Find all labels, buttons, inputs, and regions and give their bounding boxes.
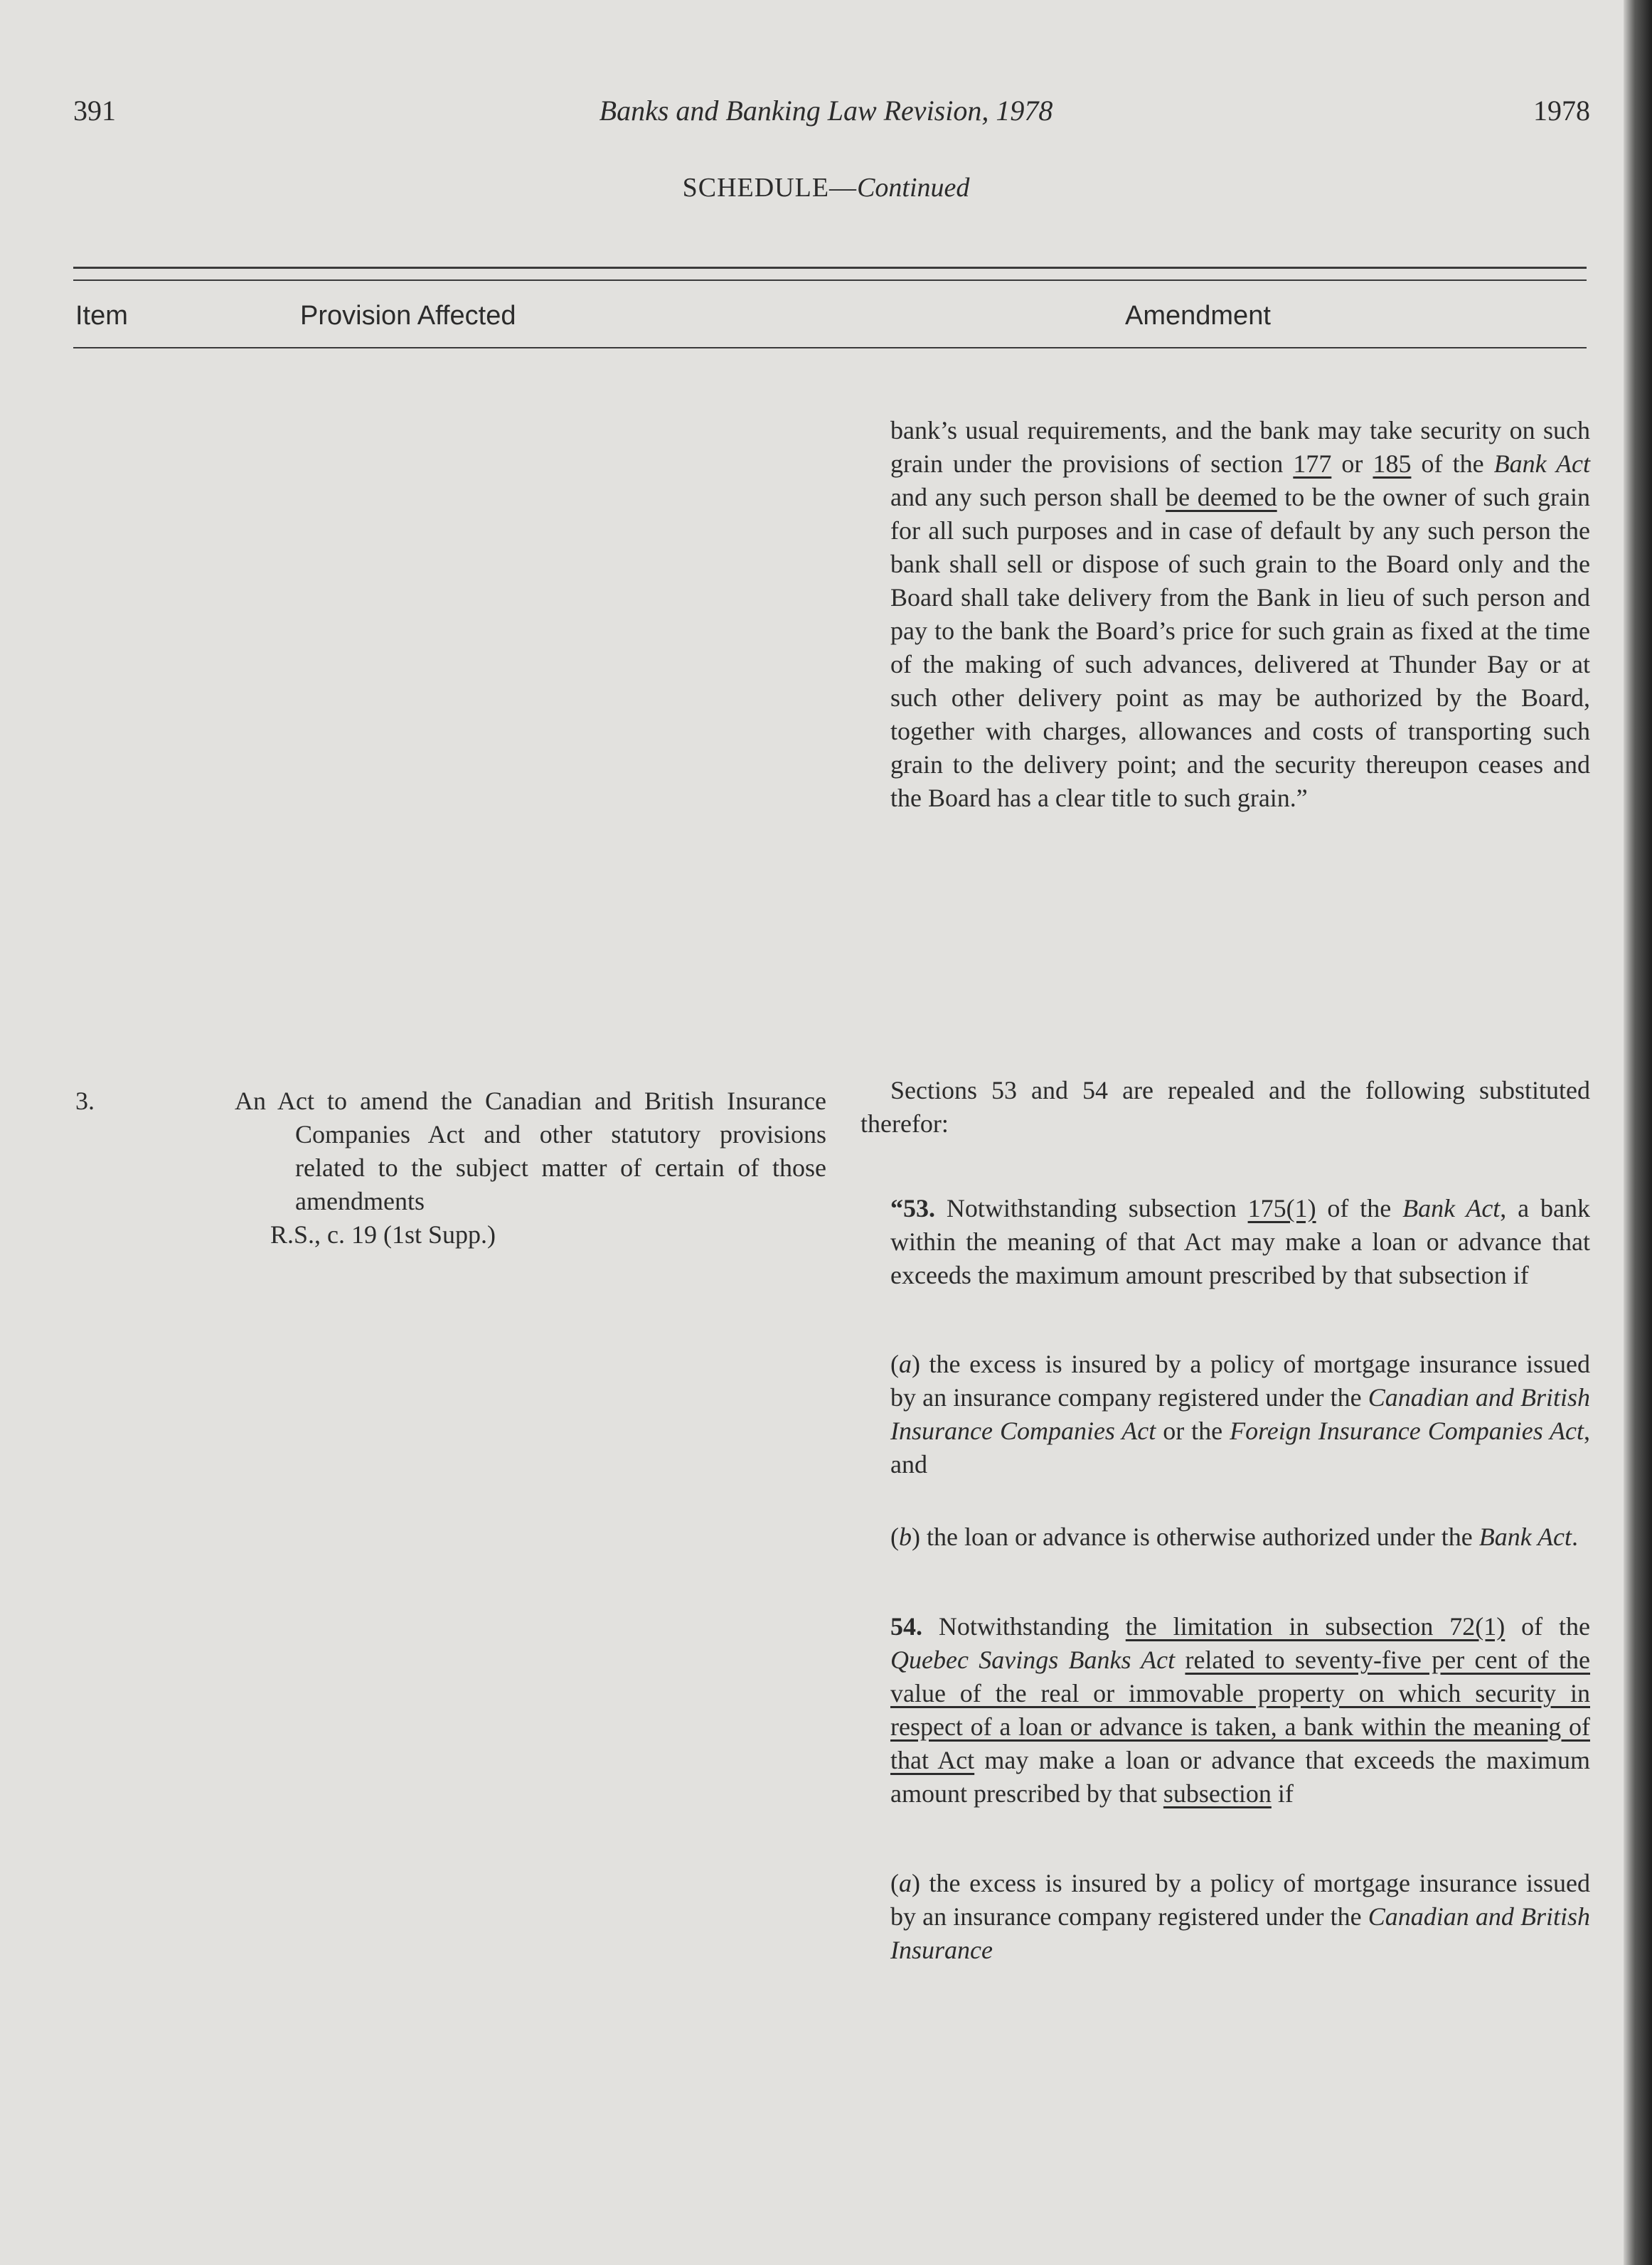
amendment-paragraph	[890, 414, 1590, 815]
page-number: 391	[73, 95, 116, 127]
top-rule-second	[73, 279, 1587, 281]
text-segment: Canadian and British Insurance Companies Act	[890, 1383, 1591, 1445]
section-53	[890, 1192, 1590, 1292]
text-segment: or the	[1156, 1417, 1230, 1445]
text-segment: of the	[1411, 449, 1494, 478]
page-edge-shadow	[1624, 0, 1652, 2265]
text-segment: .	[1572, 1523, 1578, 1551]
text-segment: 177	[1293, 449, 1332, 478]
text-segment: ) the excess is insured by a policy of mortgage insurance issued by an insurance company registered under the	[890, 1869, 1590, 1931]
section-54-text	[890, 1610, 1590, 1811]
text-segment: 175(1)	[1247, 1194, 1316, 1222]
text-segment: Quebec Savings Banks Act	[890, 1646, 1176, 1674]
section-54	[890, 1610, 1590, 1811]
text-segment: (	[890, 1523, 899, 1551]
header-bottom-rule	[73, 347, 1587, 348]
schedule-continued: Continued	[857, 173, 970, 203]
text-segment: may make a loan or advance that exceeds the maximum amount prescribed by that	[890, 1746, 1590, 1808]
text-segment: Canadian and British Insurance	[890, 1902, 1591, 1964]
column-header-provision: Provision Affected	[300, 301, 516, 331]
running-year: 1978	[1533, 95, 1590, 127]
text-segment: Bank Act	[1402, 1194, 1501, 1222]
text-segment	[1175, 1646, 1185, 1674]
section-54-a-text	[890, 1867, 1590, 1967]
section-53-a-text	[890, 1348, 1590, 1481]
amendment-continued-text	[890, 414, 1590, 815]
intro-paragraph: Sections 53 and 54 are repealed and the following substituted therefor:	[860, 1076, 1590, 1138]
text-segment: Foreign Insurance Companies Act	[1230, 1417, 1584, 1445]
provision-reference: R.S., c. 19 (1st Supp.)	[270, 1220, 496, 1249]
text-segment: or	[1331, 449, 1373, 478]
text-segment: ) the excess is insured by a policy of mortgage insurance issued by an insurance company registered under the	[890, 1350, 1590, 1412]
text-segment: 185	[1373, 449, 1412, 478]
text-segment: related to seventy-five per cent of the value of the real or immovable property on which security in respect of a loan or advance is taken, a bank within the meaning of that Act	[890, 1646, 1591, 1774]
section-53-b-text	[890, 1520, 1590, 1554]
text-segment: (	[890, 1350, 899, 1378]
text-segment: of the	[1505, 1612, 1591, 1641]
text-segment: if	[1271, 1779, 1294, 1808]
text-segment: , a bank within the meaning of that Act may make a loan or advance that exceeds the maximum amount prescribed by that subsection if	[890, 1194, 1590, 1289]
section-53-a	[890, 1348, 1590, 1481]
text-segment: b	[899, 1523, 912, 1551]
section-53-text	[890, 1192, 1590, 1292]
text-segment: Bank Act	[1493, 449, 1590, 478]
text-segment: bank’s usual requirements, and the bank may take security on such grain under the provisions of section	[890, 416, 1590, 478]
schedule-heading	[0, 172, 1652, 203]
item-number: 3.	[75, 1087, 95, 1115]
schedule-label: SCHEDULE—	[682, 173, 858, 203]
text-segment: Notwithstanding subsection	[935, 1194, 1248, 1222]
text-segment: a	[899, 1869, 912, 1897]
text-segment: subsection	[1163, 1779, 1272, 1808]
text-segment: , and	[890, 1417, 1590, 1478]
running-title: Banks and Banking Law Revision, 1978	[599, 95, 1053, 127]
provision-affected	[235, 1084, 826, 1252]
text-segment: the limitation in subsection 72(1)	[1125, 1612, 1506, 1641]
section-54-a	[890, 1867, 1590, 1967]
provision-title: An Act to amend the Canadian and British Insurance Companies Act and other statutory provisions related to the subject matter of certain of those amendments	[235, 1087, 826, 1215]
text-segment: ) the loan or advance is otherwise authorized under the	[912, 1523, 1479, 1551]
amendment-intro	[860, 1074, 1590, 1141]
text-segment: 54.	[890, 1612, 922, 1641]
text-segment: “53.	[890, 1194, 935, 1222]
column-header-item: Item	[75, 301, 128, 331]
top-rule	[73, 267, 1587, 269]
text-segment: (	[890, 1869, 899, 1897]
text-segment: of the	[1316, 1194, 1403, 1222]
section-53-b	[890, 1520, 1590, 1554]
text-segment: Notwithstanding	[922, 1612, 1126, 1641]
text-segment: Bank Act	[1478, 1523, 1572, 1551]
column-header-amendment: Amendment	[1125, 301, 1271, 331]
text-segment: to be the owner of such grain for all such purposes and in case of default by any such person the bank shall sell or dispose of such grain to the Board only and the Board shall take delivery from the Bank in lieu of such person and pay to the bank the Board’s price for such grain as fixed at the time of the making of such advances, delivered at Thunder Bay or at such other delivery point as may be authorized by the Board, together with charges, allowances and costs of transporting such grain to the delivery point; and the security thereupon ceases and the Board has a clear title to such grain.”	[890, 483, 1591, 812]
text-segment: be deemed	[1166, 483, 1277, 511]
text-segment: a	[899, 1350, 912, 1378]
text-segment: and any such person shall	[890, 483, 1166, 511]
